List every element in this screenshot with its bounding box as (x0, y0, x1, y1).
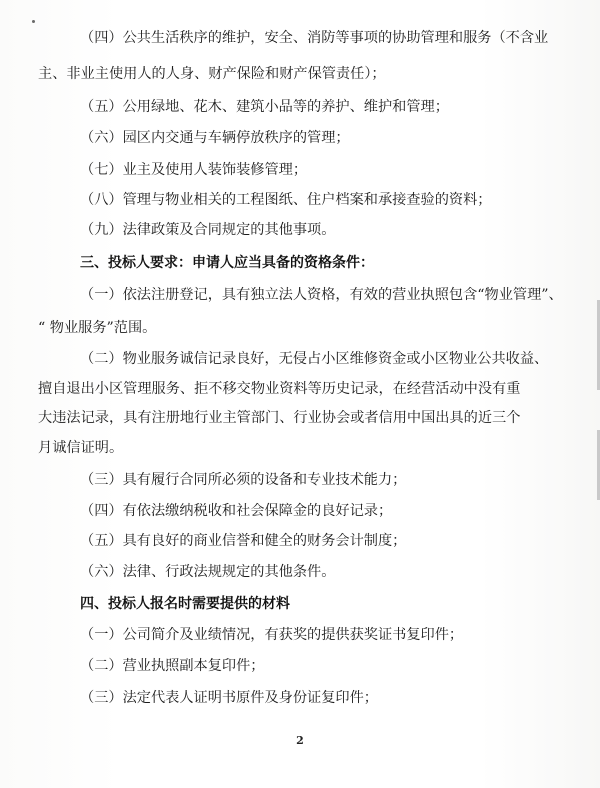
text-line: 擅自退出小区管理服务、拒不移交物业资料等历史记录，在经营活动中没有重 (38, 381, 521, 397)
text-line: 大违法记录，具有注册地行业主管部门、行业协会或者信用中国出具的近三个 (38, 410, 521, 426)
text-line: “ 物业服务”范围。 (38, 320, 157, 336)
section-heading: 四、投标人报名时需要提供的材料 (80, 596, 290, 612)
text-line: 月诚信证明。 (38, 440, 124, 456)
text-line: （五）具有良好的商业信誉和健全的财务会计制度； (80, 533, 407, 549)
text-line: （二）营业执照副本复印件； (80, 658, 265, 674)
text-line: （四）公共生活秩序的维护，安全、消防等事项的协助管理和服务（不含业 (80, 30, 549, 46)
page-number: 2 (296, 734, 304, 747)
text-line: （一）依法注册登记，具有独立法人资格，有效的营业执照包含“物业管理”、 (80, 287, 563, 303)
text-line: （三）法定代表人证明书原件及身份证复印件； (80, 690, 378, 706)
text-line: 主、非业主使用人的人身、财产保险和财产保管责任）； (38, 66, 386, 82)
text-line: （八）管理与物业相关的工程图纸、住户档案和承接查验的资料； (80, 192, 492, 208)
section-heading: 三、投标人要求：申请人应当具备的资格条件： (80, 255, 374, 271)
text-line: （三）具有履行合同所必须的设备和专业技术能力； (80, 472, 407, 488)
text-line: （一）公司简介及业绩情况，有获奖的提供获奖证书复印件； (80, 627, 464, 643)
text-line: （五）公用绿地、花木、建筑小品等的养护、维护和管理； (80, 99, 449, 115)
scan-speck (32, 20, 35, 23)
text-line: （六）法律、行政法规规定的其他条件。 (80, 564, 336, 580)
text-line: （二）物业服务诚信记录良好，无侵占小区维修资金或小区物业公共收益、 (80, 351, 549, 367)
text-line: （四）有依法缴纳税收和社会保障金的良好记录； (80, 503, 393, 519)
text-line: （七）业主及使用人装饰装修管理； (80, 162, 308, 178)
text-line: （九）法律政策及合同规定的其他事项。 (80, 222, 336, 238)
text-line: （六）园区内交通与车辆停放秩序的管理； (80, 130, 350, 146)
